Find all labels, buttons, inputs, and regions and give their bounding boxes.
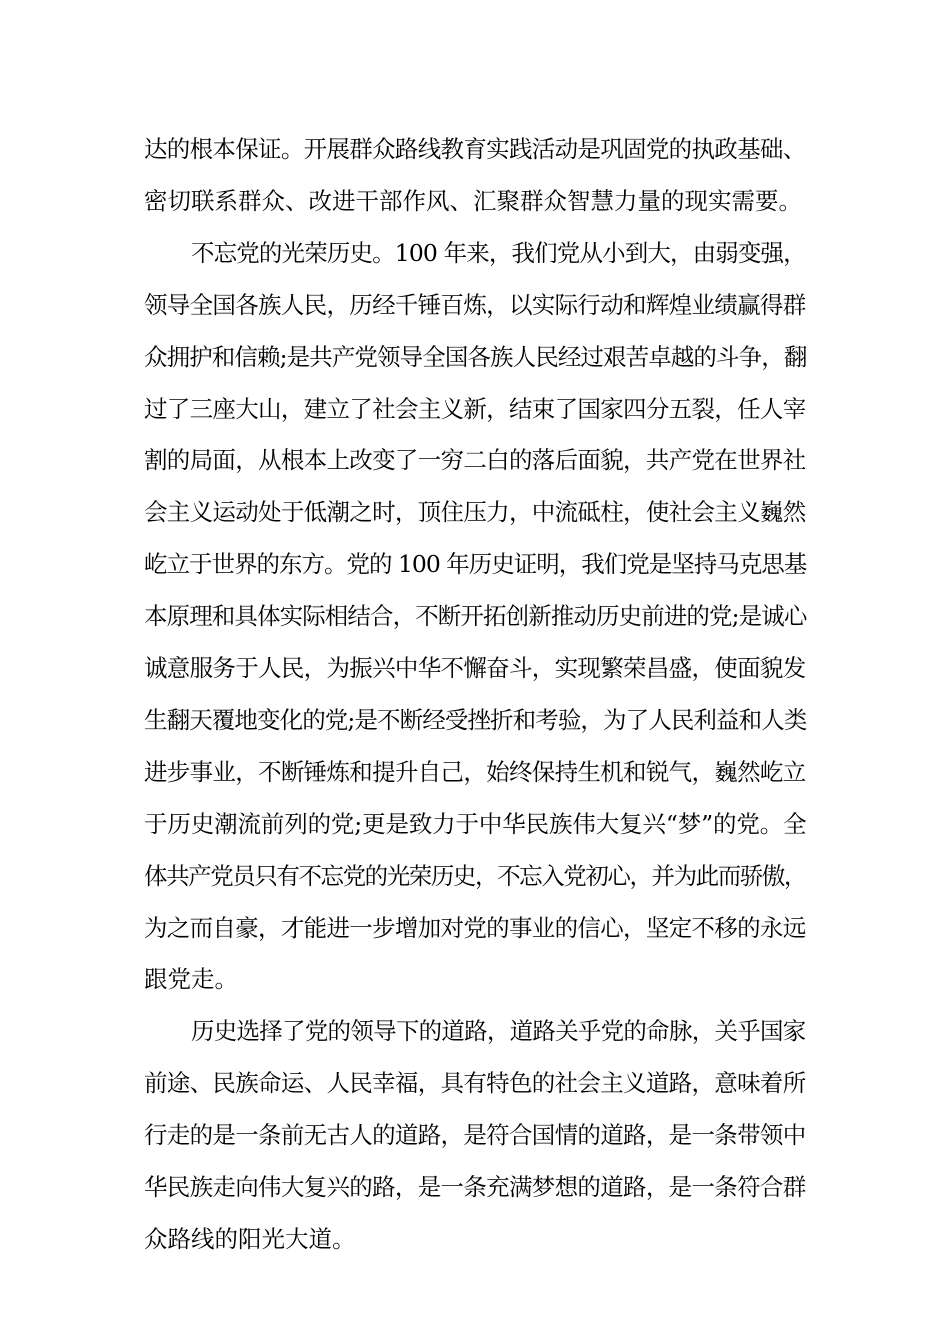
text-line: 于历史潮流前列的党;更是致力于中华民族伟大复兴“梦”的党。全 (144, 809, 807, 838)
text-line: 达的根本保证。开展群众路线教育实践活动是巩固党的执政基础、 (144, 135, 806, 163)
text-line: 诚意服务于人民，为振兴中华不懈奋斗，实现繁荣昌盛，使面貌发 (144, 654, 806, 682)
text-line: 华民族走向伟大复兴的路，是一条充满梦想的道路，是一条符合群 (144, 1173, 806, 1201)
text-line: 会主义运动处于低潮之时，顶住压力，中流砥柱，使社会主义巍然 (144, 498, 806, 527)
text-line: 密切联系群众、改进干部作风、汇聚群众智慧力量的现实需要。 (144, 186, 802, 215)
text-line: 不忘党的光荣历史。100 年来，我们党从小到大，由弱变强， (191, 238, 806, 267)
text-line: 领导全国各族人民，历经千锤百炼，以实际行动和辉煌业绩赢得群 (144, 290, 806, 319)
text-line: 前途、民族命运、人民幸福，具有特色的社会主义道路，意味着所 (144, 1069, 806, 1098)
text-line: 体共产党员只有不忘党的光荣历史，不忘入党初心，并为此而骄傲， (144, 861, 806, 890)
text-line: 跟党走。 (144, 965, 238, 994)
text-line: 生翻天覆地变化的党;是不断经受挫折和考验，为了人民利益和人类 (144, 705, 807, 734)
text-line: 割的局面，从根本上改变了一穷二白的落后面貌，共产党在世界社 (144, 446, 806, 475)
text-line: 屹立于世界的东方。党的 100 年历史证明，我们党是坚持马克思基 (144, 550, 807, 579)
text-line: 历史选择了党的领导下的道路，道路关乎党的命脉，关乎国家 (191, 1017, 806, 1046)
text-line: 为之而自豪，才能进一步增加对党的事业的信心，坚定不移的永远 (144, 913, 806, 942)
text-line: 本原理和具体实际相结合，不断开拓创新推动历史前进的党;是诚心 (144, 602, 807, 631)
text-line: 进步事业，不断锤炼和提升自己，始终保持生机和锐气，巍然屹立 (144, 757, 806, 786)
text-line: 行走的是一条前无古人的道路，是符合国情的道路，是一条带领中 (144, 1121, 806, 1150)
text-line: 过了三座大山，建立了社会主义新，结束了国家四分五裂，任人宰 (144, 394, 806, 423)
text-line: 众拥护和信赖;是共产党领导全国各族人民经过艰苦卓越的斗争，翻 (144, 342, 807, 371)
text-line: 众路线的阳光大道。 (144, 1224, 356, 1253)
